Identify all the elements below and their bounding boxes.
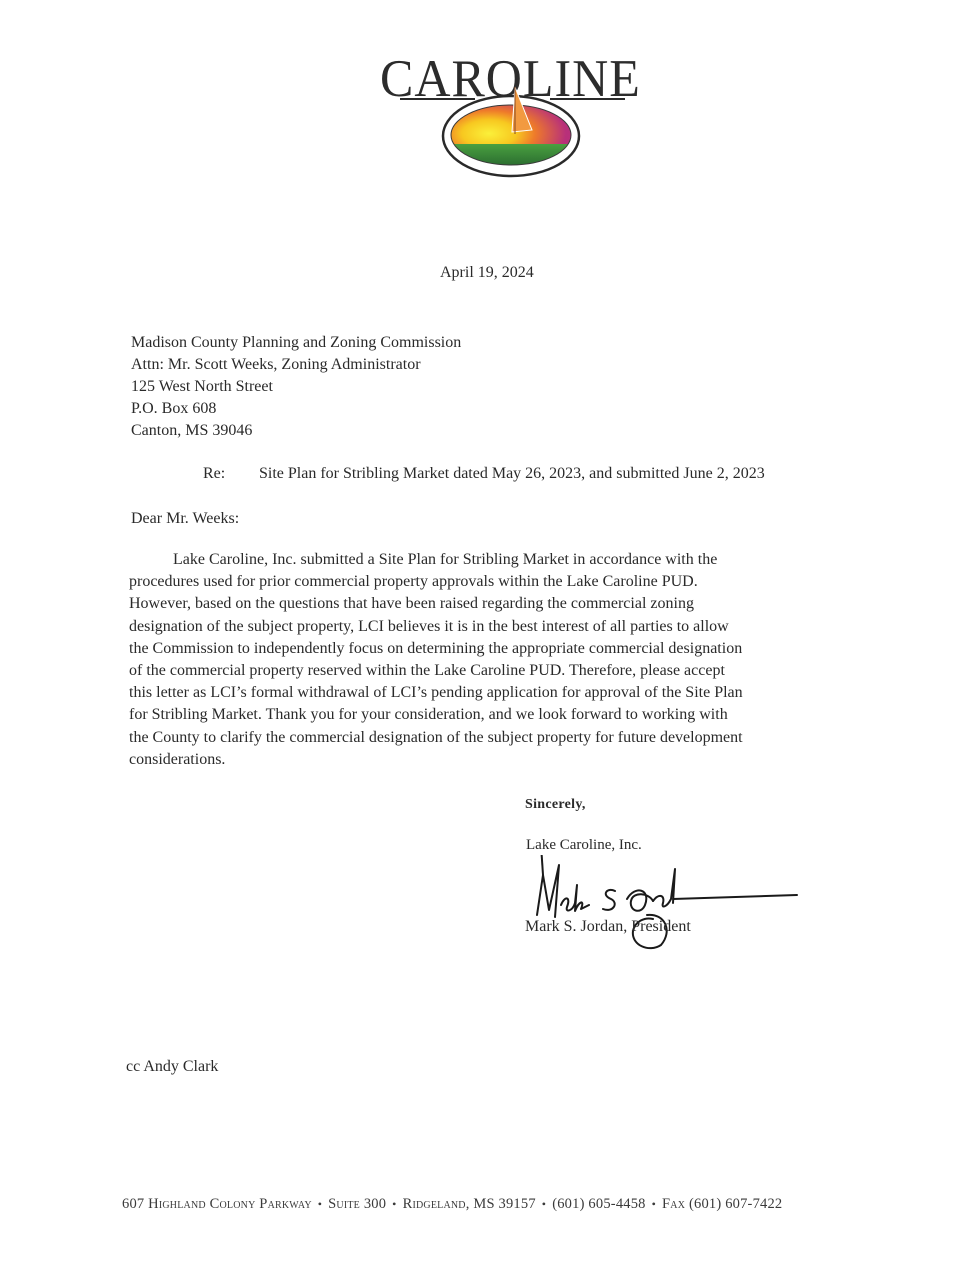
bullet-separator: • xyxy=(541,1197,547,1211)
footer-phone: (601) 605-4458 xyxy=(552,1196,646,1212)
body-line: procedures used for prior commercial property approvals within the Lake Caroline PUD. xyxy=(129,573,698,591)
letterhead-footer xyxy=(122,1196,782,1213)
subject-line xyxy=(203,463,765,485)
body-line: considerations. xyxy=(129,750,226,768)
body-line: for Stribling Market. Thank you for your consideration, and we look forward to working with xyxy=(129,706,728,724)
recipient-line: Madison County Planning and Zoning Commission xyxy=(131,334,462,351)
body-line: of the commercial property reserved within the Lake Caroline PUD. Therefore, please accept xyxy=(129,661,725,679)
recipient-line: P.O. Box 608 xyxy=(131,400,217,417)
body-line: the County to clarify the commercial designation of the subject property for future development xyxy=(129,728,743,746)
bullet-separator: • xyxy=(651,1197,657,1211)
body-paragraph xyxy=(129,549,864,771)
footer-fax: Fax (601) 607-7422 xyxy=(662,1196,783,1212)
signing-company: Lake Caroline, Inc. xyxy=(526,837,642,853)
body-line: this letter as LCI’s formal withdrawal of LCI’s pending application for approval of the Site Plan xyxy=(129,684,743,702)
letter-date: April 19, 2024 xyxy=(440,264,534,281)
footer-suite: Suite 300 xyxy=(328,1196,387,1212)
body-line: designation of the subject property, LCI believes it is in the best interest of all parties to allow xyxy=(129,617,729,635)
recipient-line: Canton, MS 39046 xyxy=(131,422,253,439)
body-line: the Commission to independently focus on determining the appropriate commercial designation xyxy=(129,639,743,657)
footer-address: 607 Highland Colony Parkway xyxy=(122,1196,312,1212)
recipient-line: Attn: Mr. Scott Weeks, Zoning Administrator xyxy=(131,356,421,373)
valediction: Sincerely, xyxy=(525,797,586,812)
body-line: Lake Caroline, Inc. submitted a Site Plan for Stribling Market in accordance with the xyxy=(173,551,718,568)
sunset-sailboat-oval-icon xyxy=(380,48,641,182)
recipient-line: 125 West North Street xyxy=(131,378,273,395)
letterhead-logo xyxy=(380,48,641,182)
logo-wordmark: CAROLINE xyxy=(380,48,641,108)
bullet-separator: • xyxy=(392,1197,397,1211)
body-line: However, based on the questions that have been raised regarding the commercial zoning xyxy=(129,595,694,613)
bullet-separator: • xyxy=(317,1197,323,1211)
handwritten-signature-icon xyxy=(515,855,805,960)
subject-label: Re: xyxy=(203,465,226,482)
recipient-address xyxy=(131,332,461,442)
cc-line: cc Andy Clark xyxy=(126,1058,219,1075)
signer-name-title: Mark S. Jordan, President xyxy=(525,918,691,935)
subject-text: Site Plan for Stribling Market dated May 26, 2023, and submitted June 2, 2023 xyxy=(259,465,765,482)
footer-city: Ridgeland, MS 39157 xyxy=(402,1196,536,1212)
salutation: Dear Mr. Weeks: xyxy=(131,510,240,527)
